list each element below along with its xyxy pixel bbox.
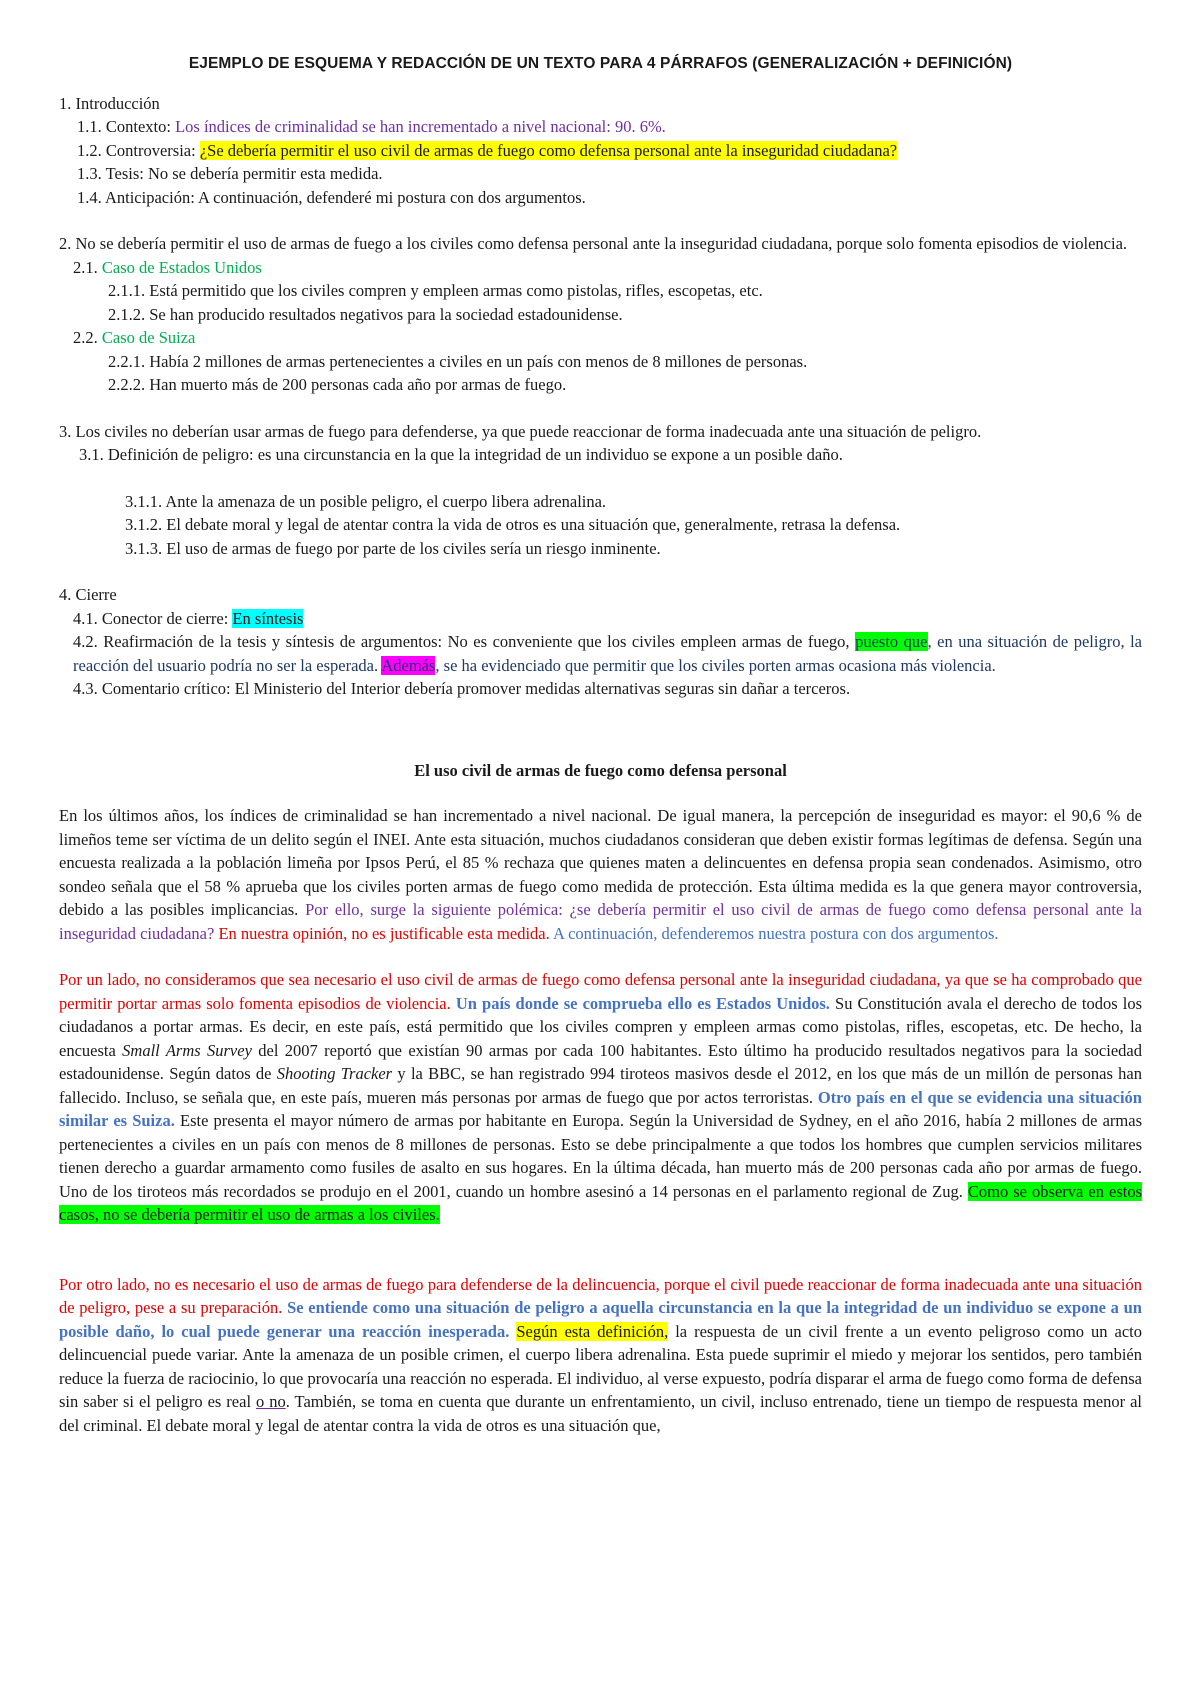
p3-text-1: la respuesta de un civil frente a un evento peligroso como un acto delincuencial puede variar. Ante la amenaza de un posible crimen, el cuerpo libera adrenalina. Esta puede suprimir el miedo y mejorar los sentidos, pero también reduce la fuerza de raciocinio, lo que provocaría una reacción no esperada. El individuo, al verse expuesto, podría disparar el arma de fuego como forma de defensa sin saber si el peligro es real [59,1321,1143,1411]
outline-argument-2-heading: 3. Los civiles no deberían usar armas de fuego para defenderse, ya que puede reaccionar de forma inadecuada ante una situación de peligro. [59,421,982,441]
reafirmacion-connector-2: Además [381,655,436,675]
p2-argument: Por un lado, no consideramos que sea necesario el uso civil de armas de fuego como defensa personal ante la inseguridad ciudadana, ya que se ha comprobado que permitir portar armas solo fomenta episodios de violencia. [59,970,1142,1013]
outline-definition-1: 3.1.1. Ante la amenaza de un posible peligro, el cuerpo libera adrenalina. [125,491,607,511]
p2-conclusion: Como se observa en estos casos, no se debería permitir el uso de armas a los civiles. [59,1181,1142,1224]
case-switzerland-number: 2.2. [73,328,102,347]
reafirmacion-text-c: , se ha evidenciado que permitir que los civiles porten armas ocasiona más violencia. [435,655,996,675]
reafirmacion-text-b: , en una situación de peligro, la reacción del usuario podría no ser la esperada. [73,632,1143,675]
p1-controversy: Por ello, surge la siguiente polémica: ¿se debería permitir el uso civil de armas de fuego como defensa personal ante la inseguridad ciudadana? [59,900,1143,943]
conector-label: 4.1. Conector de cierre: [73,608,233,628]
p3-argument: Por otro lado, no es necesario el uso de armas de fuego para defenderse de la delincuencia, porque el civil puede reaccionar de forma inadecuada ante una situación de peligro, pese a su preparación. [59,1274,1142,1317]
case-usa-text: Caso de Estados Unidos [101,257,262,277]
outline-comentario: 4.3. Comentario crítico: El Ministerio del Interior debería promover medidas alternativas seguras sin dañar a terceros. [73,679,851,698]
outline-intro-heading: 1. Introducción [59,93,160,113]
outline-anticipacion: 1.4. Anticipación: A continuación, defenderé mi postura con dos argumentos. [77,187,586,207]
document-title: EJEMPLO DE ESQUEMA Y REDACCIÓN DE UN TEXTO PARA 4 PÁRRAFOS (GENERALIZACIÓN + DEFINICIÓN) [188,55,1013,72]
outline-tesis: 1.3. Tesis: No se debería permitir esta medida. [77,164,383,183]
outline-reafirmacion [59,630,1142,677]
outline-controversia [59,139,1142,163]
p2-text-2: del 2007 reportó que existían 90 armas por cada 100 habitantes. Esto último ha producido resultados negativos para la sociedad estadounidense. Según datos de [59,1040,1142,1083]
p1-anticipation: A continuación, defenderemos nuestra postura con dos argumentos. [549,923,999,943]
reafirmacion-text-a: 4.2. Reafirmación de la tesis y síntesis de argumentos: No es conveniente que los civiles empleen armas de fuego, [73,632,856,651]
p1-context: En los últimos años, los índices de criminalidad se han incrementado a nivel nacional. De igual manera, la percepción de inseguridad es mayor: el 90,6 % de limeños teme ser víctima de un delito según el INEI. Ante esta situación, muchos ciudadanos consideran que deben existir formas legítimas de defensa. Según una encuesta realizada a la población limeña por Ipsos Perú, el 85 % rechaza que quienes maten a delincuentes en defensa propia sean condenados. Asimismo, otro sondeo señala que el 58 % aprueba que los civiles porten armas de fuego como medida de protección. Esta última medida es la que genera mayor controversia, debido a las posibles implicancias. [59,806,1142,919]
contexto-text: Los índices de criminalidad se han incrementado a nivel nacional: 90. 6%. [175,117,666,136]
outline-case-switzerland-1: 2.2.1. Había 2 millones de armas pertenecientes a civiles en un país con menos de 8 millones de personas. [108,351,808,371]
p3-underlined: o no [256,1392,286,1411]
p3-text-2: . También, se toma en cuenta que durante un enfrentamiento, un civil, incluso entrenado, tiene un tiempo de respuesta menor al del criminal. El debate moral y legal de atentar contra la vida de otros es una situación que, [59,1392,1142,1435]
essay-paragraph-3 [59,1273,1142,1438]
outline-case-switzerland [59,326,1142,350]
controversia-label: 1.2. Controversia: [77,140,200,160]
outline-definition-3: 3.1.3. El uso de armas de fuego por parte de los civiles sería un riesgo inminente. [125,538,661,558]
case-switzerland-text: Caso de Suiza [101,328,196,347]
essay-paragraph-2 [59,968,1142,1227]
outline-contexto [59,115,1142,139]
outline-case-usa-2: 2.1.2. Se han producido resultados negativos para la sociedad estadounidense. [108,304,623,324]
p2-text-4: Este presenta el mayor número de armas por habitante en Europa. Según la Universidad de Sydney, en el año 2016, había 2 millones de armas pertenecientes a civiles en un país con menos de 8 millones de personas. Esto se debe principalmente a que todos los hombres que cumplen servicios militares tienen derecho a guardar armamento como fusiles de asalto en sus hogares. En la última década, han muerto más de 200 personas cada año por armas de fuego. Uno de los tiroteos más recordados se produjo en el 2001, cuando un hombre asesinó a 14 personas en el parlamento regional de Zug. [59,1111,1142,1201]
outline-argument-1-heading: 2. No se debería permitir el uso de armas de fuego a los civiles como defensa personal ante la inseguridad ciudadana, porque solo fomenta episodios de violencia. [59,234,1128,253]
outline-case-usa [59,256,1142,280]
outline-case-usa-1: 2.1.1. Está permitido que los civiles compren y empleen armas como pistolas, rifles, escopetas, etc. [108,281,763,300]
p3-connector: Según esta definición, [516,1321,669,1341]
conector-text: En síntesis [232,608,304,628]
p2-text-3: y la BBC, se han registrado 994 tiroteos masivos desde el 2012, en los que más de un millón de personas han fallecido. Incluso, se señala que, en este país, mueren más personas por armas de fuego que por actos terroristas. [59,1064,1143,1107]
p1-thesis: En nuestra opinión, no es justificable esta medida. [214,923,550,943]
p2-generalization-1: Un país donde se comprueba ello es Estados Unidos. [450,993,830,1013]
controversia-text: ¿Se debería permitir el uso civil de armas de fuego como defensa personal ante la inseguridad ciudadana? [199,140,898,160]
contexto-label: 1.1. Contexto: [77,117,176,136]
outline-definition: 3.1. Definición de peligro: es una circunstancia en la que la integridad de un individuo se expone a un posible daño. [79,445,843,464]
p2-survey-name: Small Arms Survey [122,1040,252,1060]
outline-closing-heading: 4. Cierre [59,585,117,604]
essay-title: El uso civil de armas de fuego como defensa personal [414,760,787,780]
p2-generalization-2: Otro país en el que se evidencia una situación similar es Suiza. [59,1087,1142,1130]
p2-text-1: Su Constitución avala el derecho de todos los ciudadanos a portar armas. Es decir, en este país, está permitido que los civiles compren y empleen armas como pistolas, rifles, escopetas, etc. De hecho, la encuesta [59,993,1143,1060]
case-usa-number: 2.1. [73,257,102,277]
essay-paragraph-1 [59,804,1142,945]
p2-source-name: Shooting Tracker [276,1064,393,1083]
outline-case-switzerland-2: 2.2.2. Han muerto más de 200 personas cada año por armas de fuego. [108,375,567,394]
outline-definition-2: 3.1.2. El debate moral y legal de atentar contra la vida de otros es una situación que, generalmente, retrasa la defensa. [125,515,901,534]
outline-conector [59,607,1142,631]
reafirmacion-connector-1: puesto que [855,632,928,651]
p3-definition: Se entiende como una situación de peligro a aquella circunstancia en la que la integridad de un individuo se expone a un posible daño, lo cual puede generar una reacción inesperada. [59,1298,1142,1341]
